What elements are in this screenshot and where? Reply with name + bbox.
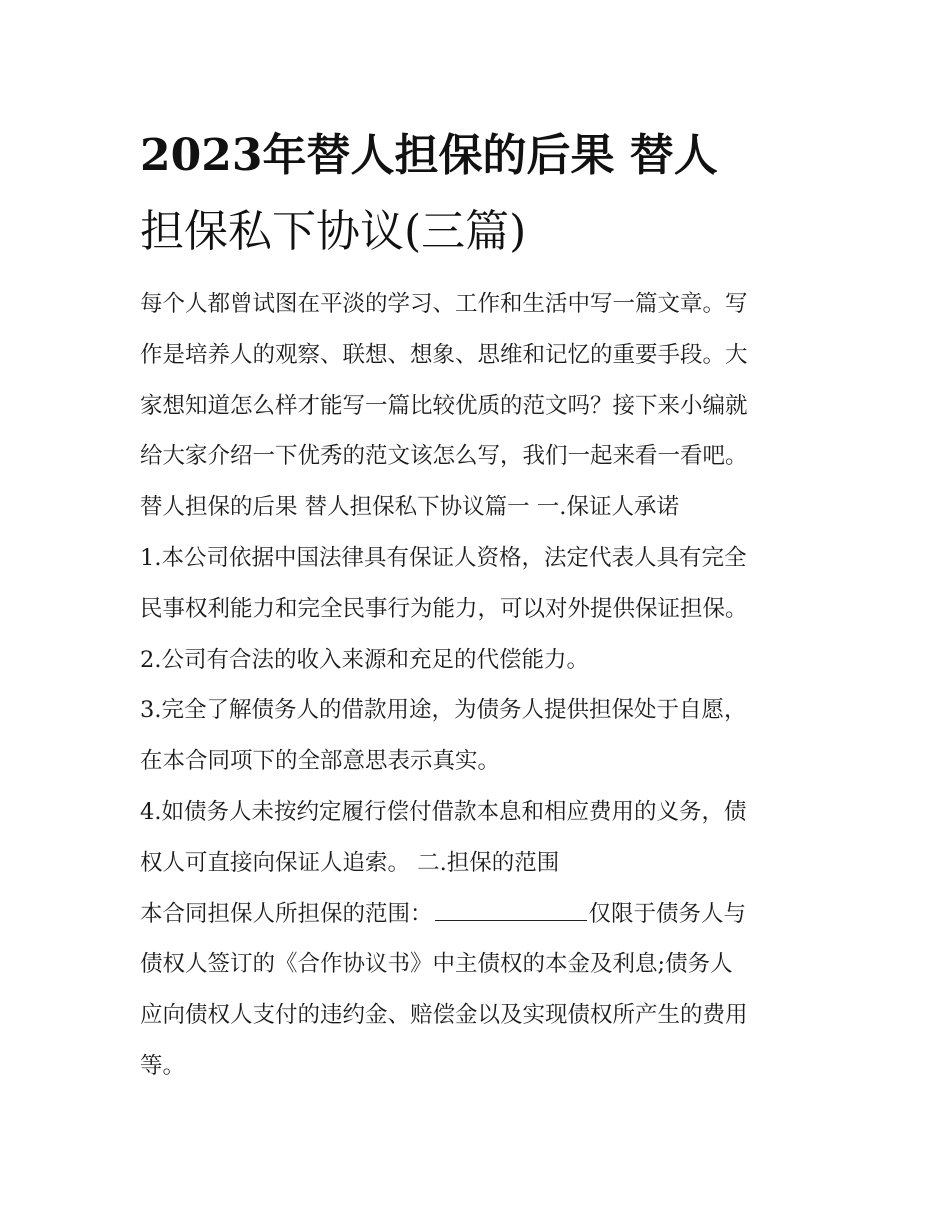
title-line-2: 担保私下协议(三篇)	[140, 206, 527, 257]
paragraph-line: 2.公司有合法的收入来源和充足的代偿能力。	[140, 646, 589, 673]
paragraph-line: 3.完全了解债务人的借款用途，为债务人提供担保处于自愿，	[140, 697, 747, 724]
document-title	[140, 118, 830, 270]
paragraph-line: 4.如债务人未按约定履行偿付借款本息和相应费用的义务，债	[140, 798, 747, 825]
fill-in-blank	[435, 898, 587, 921]
paragraph-line: 家想知道怎么样才能写一篇比较优质的范文吗？接下来小编就	[140, 392, 748, 419]
scope-continuation: 仅限于债务人与	[588, 900, 747, 927]
scope-line	[140, 889, 830, 940]
paragraph-line: 民事权利能力和完全民事行为能力，可以对外提供保证担保。	[140, 595, 748, 622]
paragraph-line: 每个人都曾试图在平淡的学习、工作和生活中写一篇文章。写	[140, 291, 748, 317]
document-body	[140, 279, 830, 1092]
scope-label: 本合同担保人所担保的范围：	[140, 900, 433, 927]
paragraph-line: 等。	[140, 1052, 186, 1079]
section-heading-line: 替人担保的后果 替人担保私下协议篇一 一.保证人承诺	[140, 494, 679, 521]
title-line-1: 2023年替人担保的后果 替人	[140, 130, 718, 181]
paragraph-line: 1.本公司依据中国法律具有保证人资格，法定代表人具有完全	[140, 544, 747, 571]
paragraph-line: 在本合同项下的全部意思表示真实。	[140, 748, 501, 775]
paragraph-line: 权人可直接向保证人追索。 二.担保的范围	[140, 849, 560, 876]
paragraph-line: 作是培养人的观察、联想、想象、思维和记忆的重要手段。大	[140, 341, 748, 368]
paragraph-line: 债权人签订的《合作协议书》中主债权的本金及利息;债务人	[140, 951, 733, 978]
paragraph-line: 给大家介绍一下优秀的范文该怎么写，我们一起来看一看吧。	[140, 443, 748, 470]
paragraph-line: 应向债权人支付的违约金、赔偿金以及实现债权所产生的费用	[140, 1002, 748, 1029]
